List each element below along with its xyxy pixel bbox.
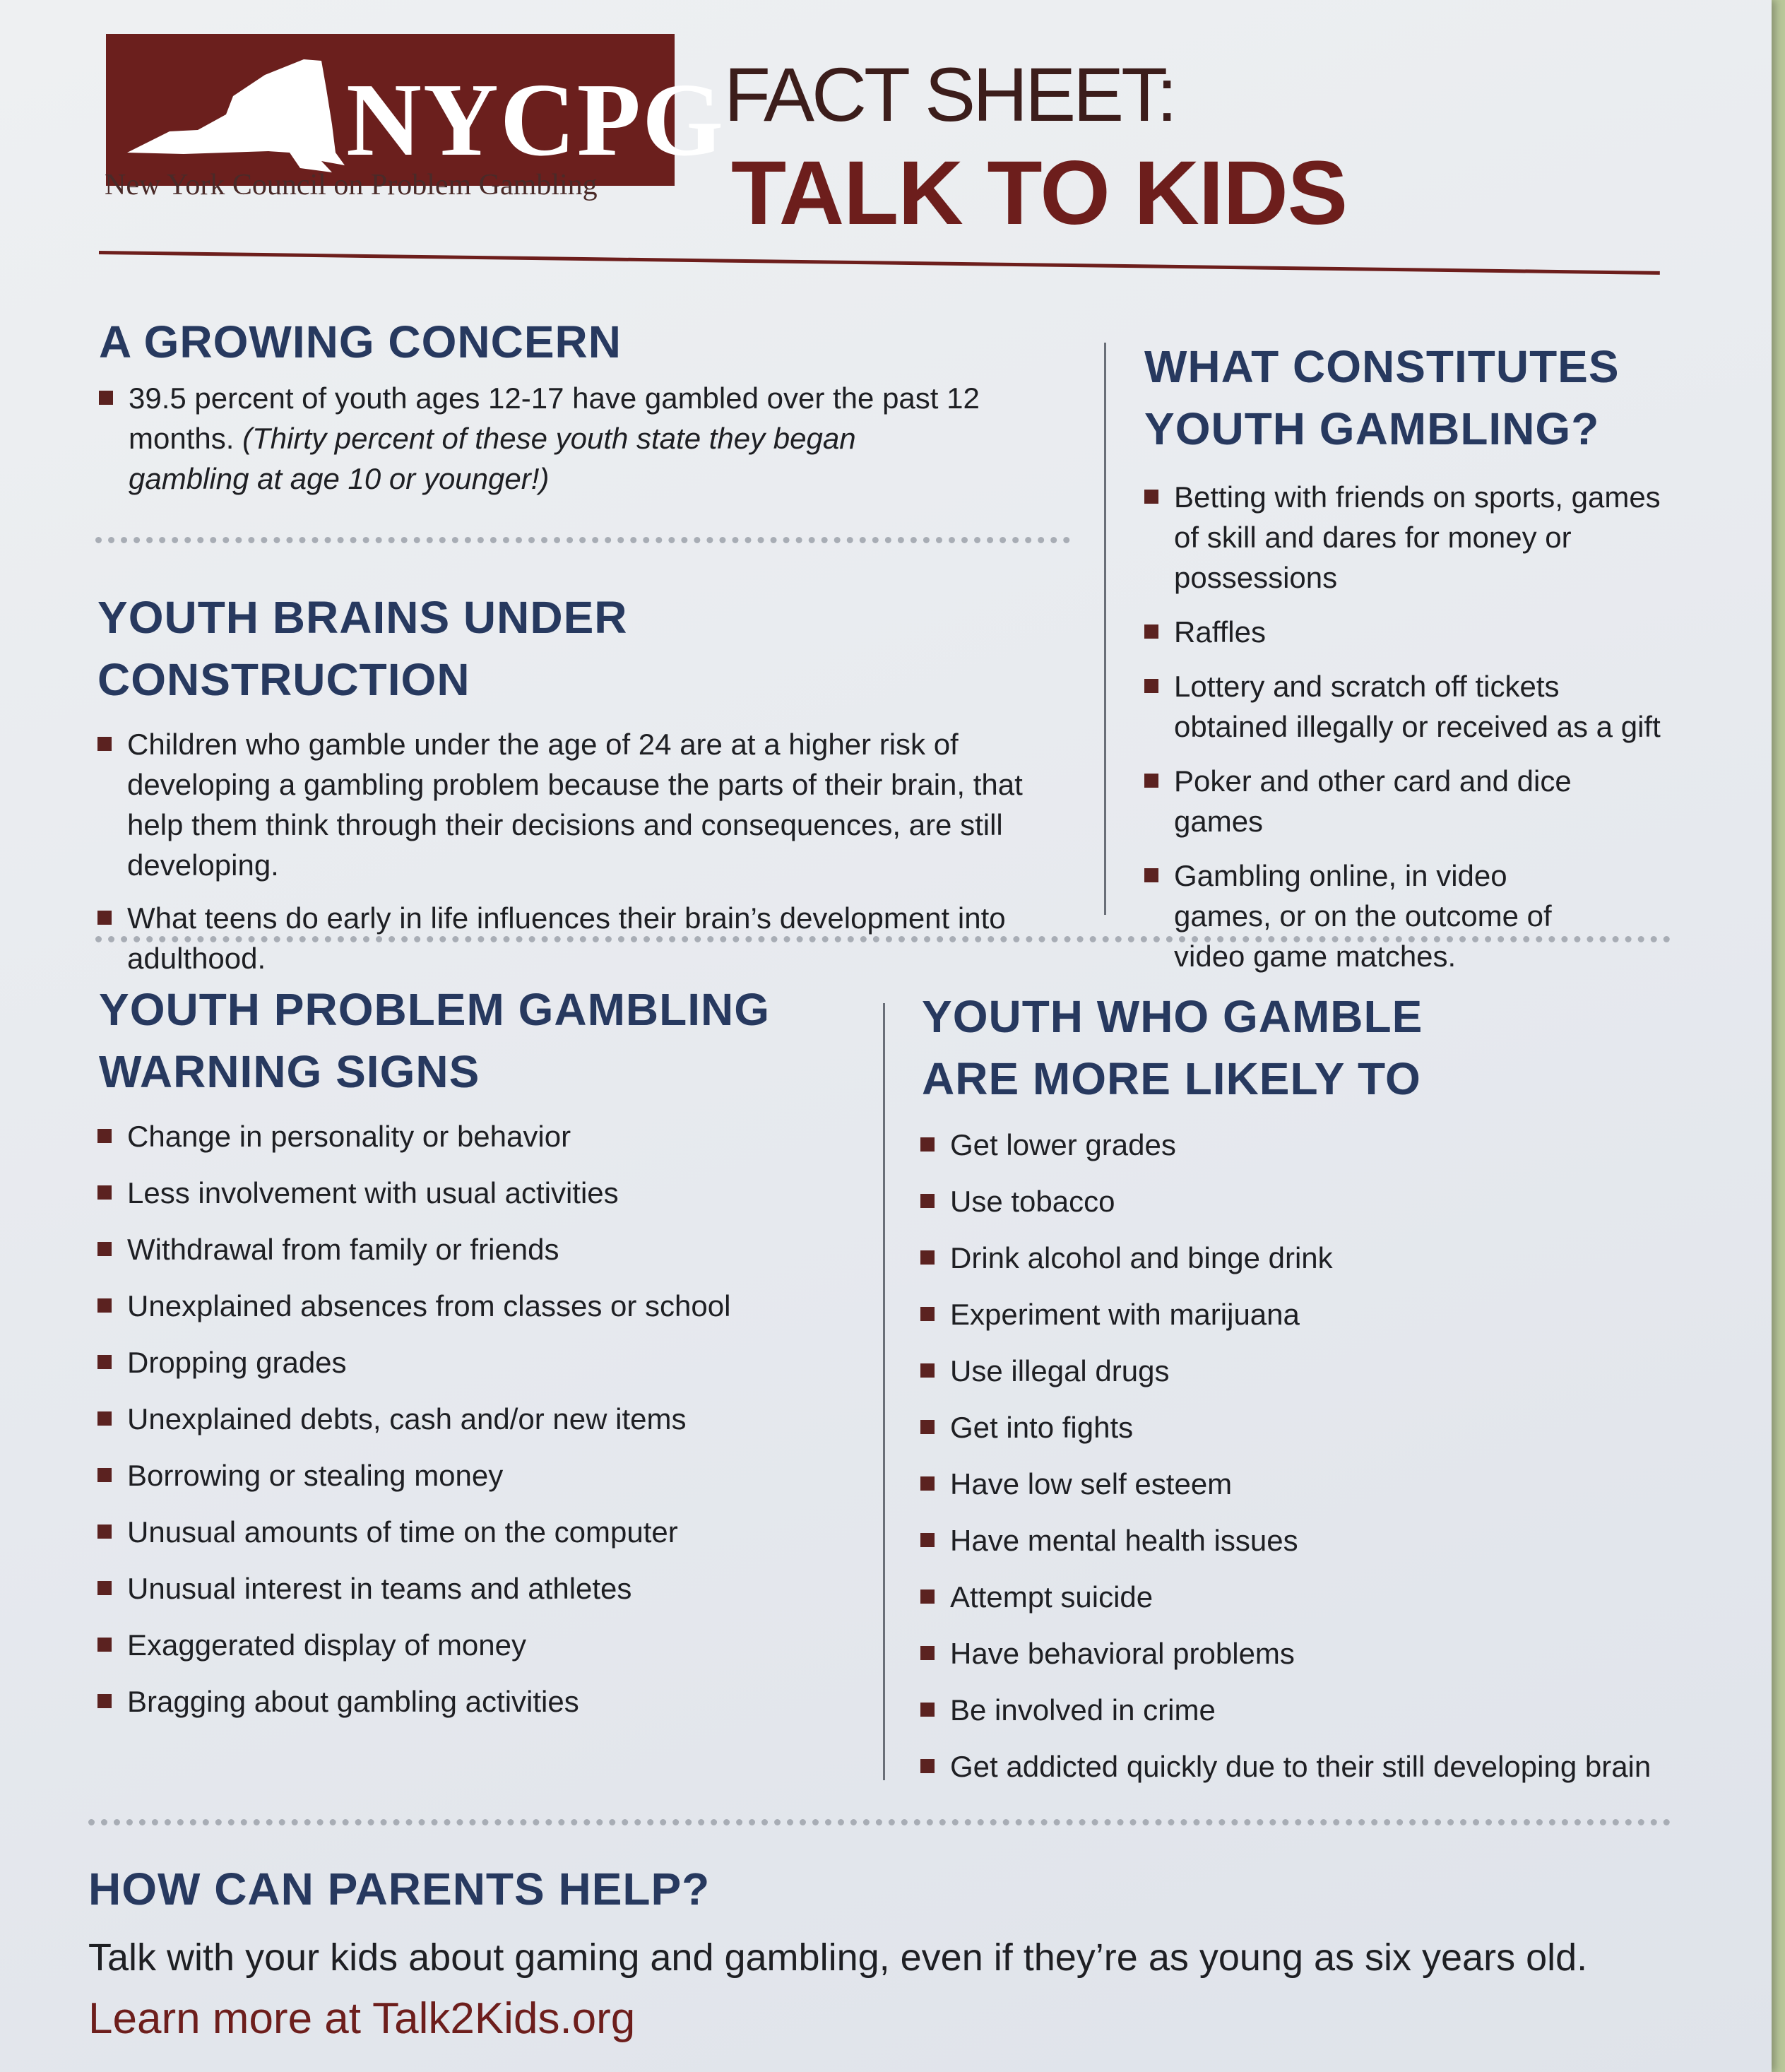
brains-heading-line2: CONSTRUCTION	[97, 654, 470, 705]
list-item: Be involved in crime	[920, 1690, 1733, 1730]
list-item: Unusual amounts of time on the computer	[97, 1512, 874, 1552]
list-item: Dropping grades	[97, 1342, 874, 1383]
list-item: Less involvement with usual activities	[97, 1173, 874, 1213]
list-item: Have behavioral problems	[920, 1633, 1733, 1674]
learn-more-link[interactable]: Learn more at Talk2Kids.org	[88, 1994, 636, 2043]
column-divider	[1104, 343, 1106, 915]
list-item: Withdrawal from family or friends	[97, 1229, 874, 1269]
list-item: What teens do early in life influences their brain’s development into adulthood.	[97, 898, 1079, 978]
header-divider	[99, 251, 1660, 275]
more-likely-list	[920, 1125, 1733, 1787]
new-york-state-map-icon	[120, 47, 353, 177]
list-item: Gambling online, in video games, or on the outcome of video game matches.	[1144, 856, 1598, 976]
list-item: Betting with friends on sports, games of skill and dares for money or possessions	[1144, 477, 1667, 598]
section-divider	[95, 936, 1671, 942]
list-item: Change in personality or behavior	[97, 1116, 874, 1156]
more-likely-heading	[922, 985, 1423, 1110]
warning-signs-heading	[99, 978, 770, 1103]
list-item: Get lower grades	[920, 1125, 1733, 1165]
list-item: Drink alcohol and binge drink	[920, 1238, 1733, 1278]
list-item: Bragging about gambling activities	[97, 1681, 874, 1722]
list-item: Lottery and scratch off tickets obtained illegally or received as a gift	[1144, 666, 1667, 747]
section-divider	[95, 537, 1070, 543]
warning-signs-list	[97, 1116, 874, 1722]
growing-concern-list	[99, 378, 982, 499]
list-item: Unexplained absences from classes or school	[97, 1286, 874, 1326]
warning-signs-heading-line2: WARNING SIGNS	[99, 1046, 480, 1097]
list-item: Unexplained debts, cash and/or new items	[97, 1399, 874, 1439]
constitutes-heading-line2: YOUTH GAMBLING?	[1144, 403, 1600, 454]
growing-concern-note: (Thirty percent of these youth state they began gambling at age 10 or younger!)	[129, 422, 856, 495]
org-name: New York Council on Problem Gambling	[105, 169, 598, 201]
parents-advice: Talk with your kids about gaming and gambling, even if they’re as young as six years old.	[88, 1936, 1588, 1979]
list-item: Use illegal drugs	[920, 1351, 1733, 1391]
list-item	[99, 378, 982, 499]
list-item: Poker and other card and dice games	[1144, 761, 1667, 841]
more-likely-heading-line1: YOUTH WHO GAMBLE	[922, 991, 1423, 1042]
growing-concern-heading: A GROWING CONCERN	[99, 316, 622, 367]
list-item: Have mental health issues	[920, 1520, 1733, 1561]
list-item: Experiment with marijuana	[920, 1294, 1733, 1334]
list-item: Unusual interest in teams and athletes	[97, 1568, 874, 1609]
list-item: Borrowing or stealing money	[97, 1455, 874, 1496]
section-divider	[88, 1819, 1671, 1825]
growing-concern-stat: 39.5 percent of youth ages 12-17 have gambled over the past 12 months.	[129, 381, 980, 455]
list-item: Attempt suicide	[920, 1577, 1733, 1617]
list-item: Use tobacco	[920, 1181, 1733, 1221]
list-item: Have low self esteem	[920, 1464, 1733, 1504]
constitutes-list	[1144, 477, 1667, 976]
nycpg-logo	[106, 34, 725, 186]
list-item: Exaggerated display of money	[97, 1625, 874, 1665]
column-divider	[883, 1003, 885, 1780]
constitutes-heading-line1: WHAT CONSTITUTES	[1144, 341, 1620, 392]
brains-heading	[97, 586, 627, 711]
warning-signs-heading-line1: YOUTH PROBLEM GAMBLING	[99, 984, 770, 1035]
parents-heading: HOW CAN PARENTS HELP?	[88, 1864, 711, 1914]
list-item: Get addicted quickly due to their still developing brain	[920, 1746, 1733, 1787]
fact-sheet-label: FACT SHEET:	[724, 52, 1175, 137]
list-item: Get into fights	[920, 1407, 1733, 1448]
list-item: Raffles	[1144, 612, 1667, 652]
more-likely-heading-line2: ARE MORE LIKELY TO	[922, 1053, 1421, 1104]
page-title: TALK TO KIDS	[731, 143, 1348, 244]
list-item: Children who gamble under the age of 24 are at a higher risk of developing a gambling problem because the parts of their brain, that help them think through their decisions and consequences, are still developing.	[97, 724, 1079, 885]
logo-wordmark: NYCPG	[346, 62, 725, 178]
brains-heading-line1: YOUTH BRAINS UNDER	[97, 592, 628, 643]
constitutes-heading	[1144, 336, 1620, 460]
